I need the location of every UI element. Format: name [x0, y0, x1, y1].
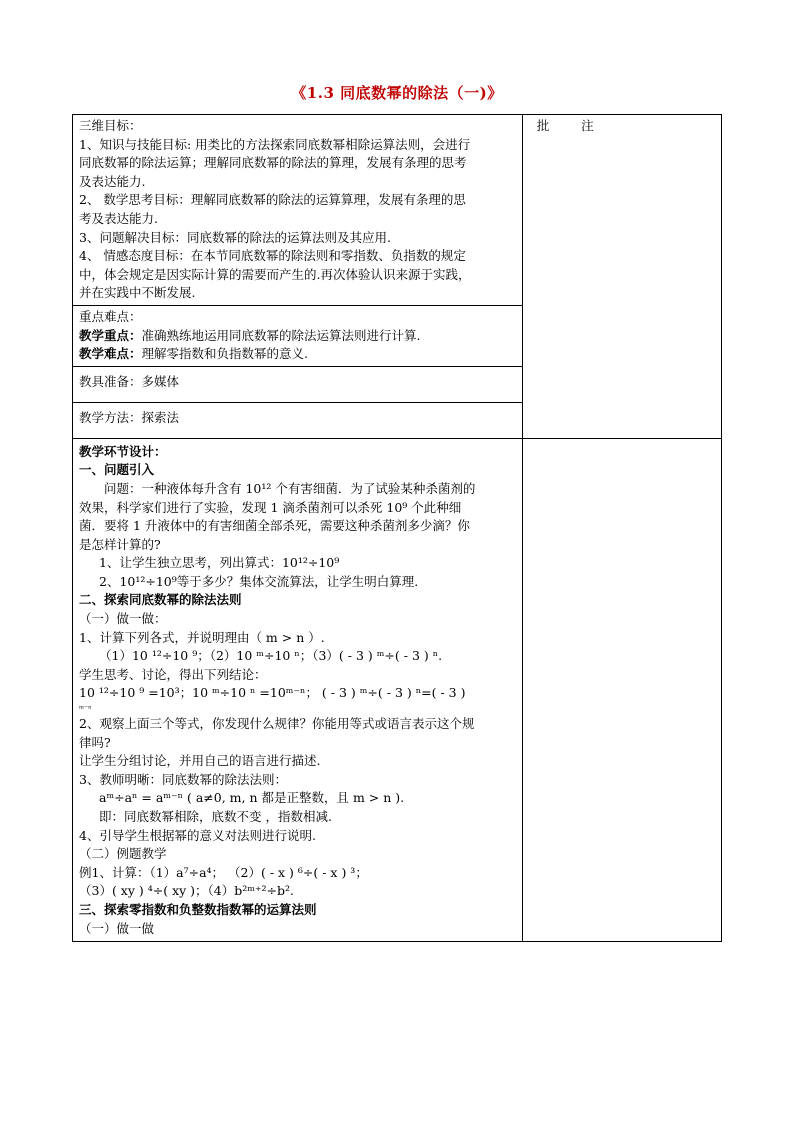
- problem-line: 效果，科学家们进行了实验，发现 1 滴杀菌剂可以杀死 10⁹ 个此种细: [79, 499, 462, 515]
- keypoints-cell: [73, 305, 523, 366]
- objective-line: 并在实践中不断发展.: [79, 285, 196, 301]
- subsection-title: （二）例题教学: [79, 846, 167, 862]
- problem-line: 菌．要将 1 升液体中的有害细菌全部杀死，需要这种杀菌剂多少滴？你: [79, 518, 470, 534]
- teaching-focus: [79, 327, 516, 346]
- method-cell: [73, 402, 523, 438]
- question-2: 律吗?: [79, 734, 111, 750]
- design-row: [73, 438, 722, 941]
- difficulty-label: 教学难点：: [79, 346, 142, 362]
- step-item: 2、10¹²÷10⁹等于多少？集体交流算法，让学生明白算理.: [99, 573, 419, 589]
- subsection-title: （一）做一做: [79, 920, 155, 936]
- method-text: 教学方法：探索法: [79, 409, 180, 425]
- question-3: 3、教师明晰：同底数幂的除法法则：: [79, 771, 287, 787]
- lesson-plan-table: [72, 114, 722, 942]
- teaching-difficulty: [79, 345, 516, 364]
- focus-text: 准确熟练地运用同底数幂的除法运算法则进行计算.: [141, 327, 421, 343]
- document-title: 《1.3 同底数幂的除法（一)》: [291, 84, 503, 102]
- objectives-heading: 三维目标：: [79, 118, 142, 133]
- objective-line: 1、知识与技能目标: 用类比的方法探索同底数幂相除运算法则，会进行: [79, 136, 471, 152]
- question-4: 4、引导学生根据幂的意义对法则进行说明.: [79, 827, 316, 843]
- objective-line: 考及表达能力.: [79, 210, 158, 226]
- division-rule-text: 即：同底数幂相除，底数不变 ，指数相减.: [99, 809, 332, 824]
- section-2-title: 二、探索同底数幂的除法法则: [79, 592, 242, 608]
- design-heading: 教学环节设计：: [79, 443, 167, 459]
- objectives-row: [73, 115, 722, 306]
- section-3-title: 三、探索零指数和负整数指数幂的运算法则: [79, 901, 317, 917]
- problem-line: 是怎样计算的?: [79, 536, 161, 552]
- example-line: （3）( xy ) ⁴÷( xy )；（4）b²ᵐ⁺²÷b².: [79, 883, 294, 899]
- section-1-title: 一、问题引入: [79, 462, 155, 478]
- question-2: 2、观察上面三个等式，你发现什么规律？你能用等式或语言表示这个规: [79, 716, 475, 732]
- objectives-cell: [73, 115, 523, 306]
- objective-line: 4、 情感态度目标：在本节同底数幂的除法则和零指数、负指数的规定: [79, 248, 466, 264]
- result-line-exponent: ᵐ⁻ⁿ: [79, 704, 92, 714]
- focus-label: 教学重点：: [79, 327, 142, 343]
- objective-line: 及表达能力.: [79, 173, 146, 189]
- question-1-items: （1）10 ¹²÷10 ⁹；（2）10 ᵐ÷10 ⁿ；（3）( - 3 ) ᵐ÷( - 3 ) ⁿ.: [99, 648, 443, 664]
- objective-line: 3、问题解决目标：同底数幂的除法的运算法则及其应用.: [79, 229, 391, 245]
- tools-text: 教具准备：多媒体: [79, 373, 180, 389]
- notes-column-top: [522, 115, 721, 439]
- tools-cell: [73, 366, 523, 402]
- objective-line: 2、 数学思考目标：理解同底数幂的除法的运算算理，发展有条理的思: [79, 192, 466, 208]
- objective-line: 中，体会规定是因实际计算的需要而产生的.再次体验认识来源于实践，: [79, 266, 471, 282]
- example-line: 例1、计算：（1）a⁷÷a⁴； （2）( - x ) ⁶÷( - x ) ³；: [79, 864, 368, 880]
- notes-column-bottom: [522, 438, 721, 941]
- subsection-title: （一）做一做：: [79, 611, 167, 627]
- notes-header: 批 注: [536, 118, 608, 133]
- keypoints-heading: 重点难点：: [79, 308, 142, 324]
- result-line: 10 ¹²÷10 ⁹ =10³；10 ᵐ÷10 ⁿ =10ᵐ⁻ⁿ； ( - 3 ) ᵐ÷( - 3 ) ⁿ=( - 3 ): [79, 685, 466, 701]
- division-rule-formula: aᵐ÷aⁿ = aᵐ⁻ⁿ ( a≠0, m, n 都是正整数，且 m > n ).: [99, 790, 405, 806]
- problem-line: 问题：一种液体每升含有 10¹² 个有害细菌．为了试验某种杀菌剂的: [104, 480, 476, 496]
- design-cell: [73, 438, 523, 941]
- difficulty-text: 理解零指数和负指数幂的意义.: [141, 346, 308, 362]
- student-thinking: 学生思考、讨论，得出下列结论：: [79, 666, 267, 682]
- question-1: 1、计算下列各式，并说明理由（ m > n ）.: [79, 629, 325, 645]
- group-discussion: 让学生分组讨论，并用自己的语言进行描述.: [79, 753, 321, 769]
- step-item: 1、让学生独立思考，列出算式：10¹²÷10⁹: [99, 555, 340, 571]
- objective-line: 同底数幂的除法运算；理解同底数幂的除法的算理，发展有条理的思考: [79, 155, 467, 171]
